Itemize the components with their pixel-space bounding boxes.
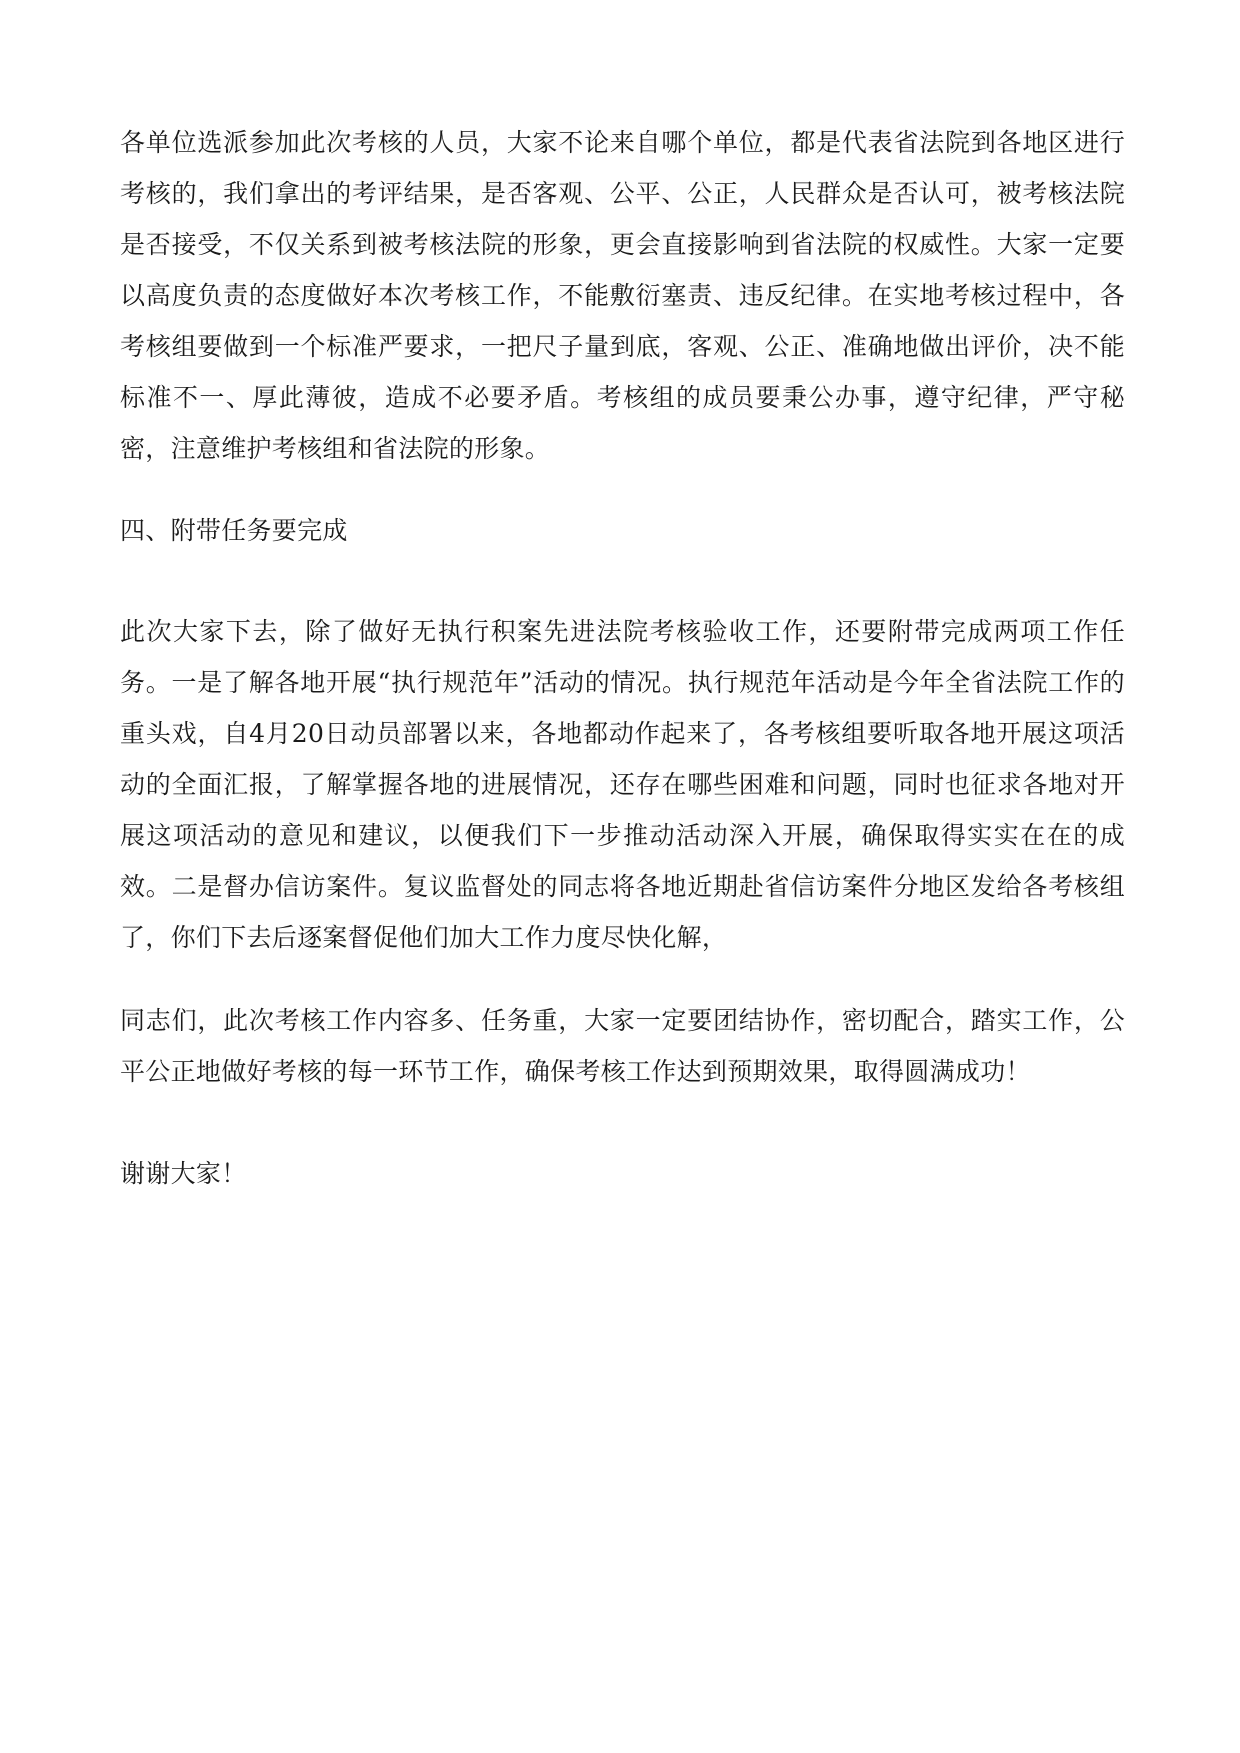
body-paragraph-additional-tasks: 此次大家下去，除了做好无执行积案先进法院考核验收工作，还要附带完成两项工作任务。一是了解各地开展“执行规范年”活动的情况。执行规范年活动是今年全省法院工作的重头戏，自4月20日动员部署以来，各地都动作起来了，各考核组要听取各地开展这项活动的全面汇报，了解掌握各地的进展情况，还存在哪些困难和问题，同时也征求各地对开展这项活动的意见和建议，以便我们下一步推动活动深入开展，确保取得实实在在的成效。二是督办信访案件。复议监督处的同志将各地近期赴省信访案件分地区发给各考核组了，你们下去后逐案督促他们加大工作力度尽快化解， [120,617,1125,952]
closing-remark: 谢谢大家！ [120,1159,247,1188]
section-heading-4: 四、附带任务要完成 [120,516,348,545]
body-paragraph-review-discipline: 各单位选派参加此次考核的人员，大家不论来自哪个单位，都是代表省法院到各地区进行考核的，我们拿出的考评结果，是否客观、公平、公正，人民群众是否认可，被考核法院是否接受，不仅关系到被考核法院的形象，更会直接影响到省法院的权威性。大家一定要以高度负责的态度做好本次考核工作，不能敷衍塞责、违反纪律。在实地考核过程中，各考核组要做到一个标准严要求，一把尺子量到底，客观、公正、准确地做出评价，决不能标准不一、厚此薄彼，造成不必要矛盾。考核组的成员要秉公办事，遵守纪律，严守秘密，注意维护考核组和省法院的形象。 [120,128,1125,463]
body-paragraph-conclusion: 同志们，此次考核工作内容多、任务重，大家一定要团结协作，密切配合，踏实工作，公平公正地做好考核的每一环节工作，确保考核工作达到预期效果，取得圆满成功！ [120,1006,1125,1086]
